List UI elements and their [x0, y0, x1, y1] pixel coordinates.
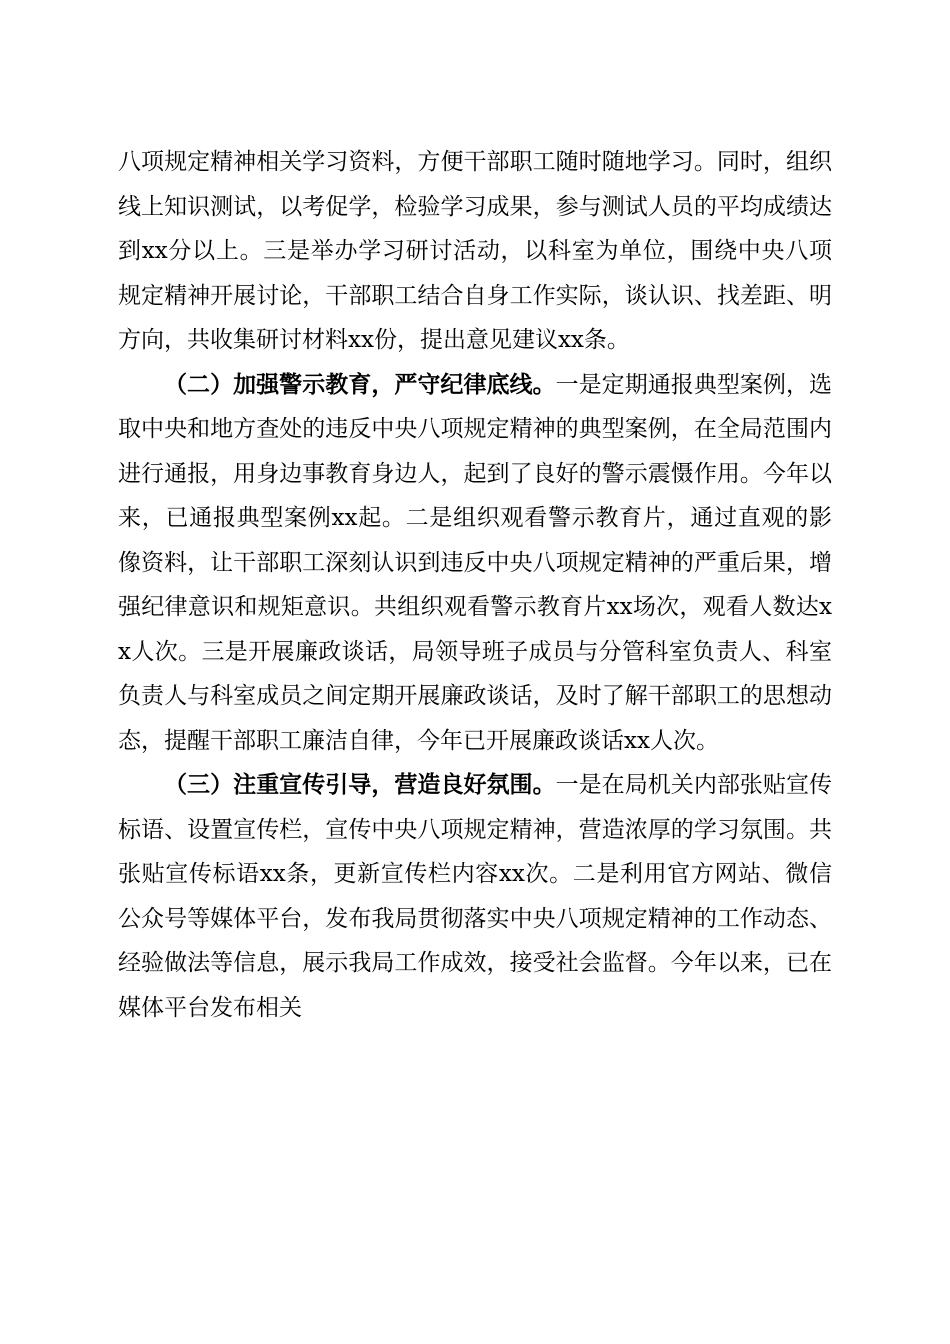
paragraph-continuation [118, 140, 832, 363]
paragraph-body: 一是定期通报典型案例，选取中央和地方查处的违反中央八项规定精神的典型案例，在全局范围内进行通报，用身边事教育身边人，起到了良好的警示震慑作用。今年以来，已通报典型案例xx起。二是组织观看警示教育片，通过直观的影像资料，让干部职工深刻认识到违反中央八项规定精神的严重后果，增强纪律意识和规矩意识。共组织观看警示教育片xx场次，观看人数达xx人次。三是开展廉政谈话，局领导班子成员与分管科室负责人、科室负责人与科室成员之间定期开展廉政谈话，及时了解干部职工的思想动态，提醒干部职工廉洁自律，今年已开展廉政谈话xx人次。 [118, 371, 833, 754]
document-page [118, 140, 832, 1030]
paragraph-body: 八项规定精神相关学习资料，方便干部职工随时随地学习。同时，组织线上知识测试，以考促学，检验学习成果，参与测试人员的平均成绩达到xx分以上。三是举办学习研讨活动，以科室为单位，围绕中央八项规定精神开展讨论，干部职工结合自身工作实际，谈认识、找差距、明方向，共收集研讨材料xx份，提出意见建议xx条。 [118, 149, 832, 353]
section-heading: （二）加强警示教育，严守纪律底线。 [164, 370, 556, 398]
section-heading: （三）注重宣传引导，营造良好氛围。 [164, 771, 556, 798]
paragraph-warning-education [118, 363, 832, 764]
paragraph-body: 一是在局机关内部张贴宣传标语、设置宣传栏，宣传中央八项规定精神，营造浓厚的学习氛围。共张贴宣传标语xx条，更新宣传栏内容xx次。二是利用官方网站、微信公众号等媒体平台，发布我局贯彻落实中央八项规定精神的工作动态、经验做法等信息，展示我局工作成效，接受社会监督。今年以来，已在媒体平台发布相关 [118, 772, 833, 1021]
paragraph-publicity [118, 763, 832, 1030]
